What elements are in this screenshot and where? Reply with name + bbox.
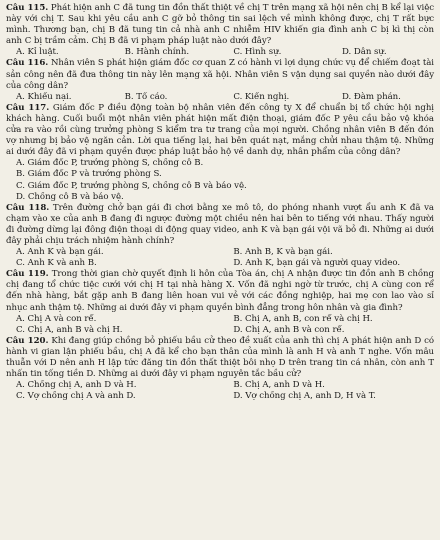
question-number: Câu 117. <box>6 102 50 113</box>
option-c: C. Chị A, anh B và chị H. <box>16 324 123 335</box>
answer-options <box>16 158 434 202</box>
question-118 <box>6 203 434 270</box>
option-d: D. Vợ chồng chị A, anh D, H và T. <box>233 391 376 402</box>
option-a: A. Anh K và bạn gái. <box>16 247 104 258</box>
question-117 <box>6 103 434 203</box>
question-stem <box>6 3 434 47</box>
option-c: C. Anh K và anh B. <box>16 258 97 269</box>
answer-options <box>16 314 434 336</box>
question-text: Phát hiện anh C đã tung tin đồn thất thiệt về chị T trên mạng xã hội nên chị B kể lại việc này với chị T. Sau khi yêu cầu anh C gỡ bỏ thông tin sai lệch về mình không được, chị T rất bực mình. Thương bạn, chị B đã tung tin cả nhà anh C nhiễm HIV khiến gia đình anh C bị kì thị còn anh C bị trầm cảm. Chị B đã vi phạm pháp luật nào dưới đây? <box>6 3 435 47</box>
question-stem <box>6 58 434 91</box>
option-c: C. Vợ chồng chị A và anh D. <box>16 391 136 402</box>
question-stem <box>6 103 434 158</box>
option-b: B. Tố cáo. <box>124 91 168 102</box>
question-number: Câu 115. <box>6 3 49 13</box>
answer-options <box>16 247 434 269</box>
option-b: B. Hành chính. <box>124 47 190 58</box>
option-c: C. Kiến nghị. <box>233 91 290 102</box>
answer-options <box>16 92 434 103</box>
question-116 <box>6 58 434 102</box>
option-b: B. Chị A, anh B, con rể và chị H. <box>233 313 373 324</box>
option-b: B. Anh B, K và bạn gái. <box>233 247 333 258</box>
option-d: D. Đàm phán. <box>342 91 401 102</box>
option-c: C. Hình sự. <box>233 47 282 58</box>
option-d: D. Chồng cô B và bảo vệ. <box>16 191 124 202</box>
question-text: Giám đốc P điều động toàn bộ nhân viên đến công ty X để chuẩn bị tổ chức hội nghị khách hàng. Cuối buổi một nhân viên phát hiện mất điện thoại, giám đốc P yêu cầu bảo vệ khóa cửa ra vào rồi cùng trưởng phòng S kiểm tra tư trang của mọi người. Chồng nhân viên B đến đón vợ nhưng bị bảo vệ ngăn cản. Lời qua tiếng lại, hai bên quát nạt, mắng chửi nhau thậm tệ. Những ai dưới đây đã vi phạm quyền được pháp luật bảo hộ về danh dự, nhân phẩm của công dân? <box>6 102 434 158</box>
option-a: A. Chị A và con rể. <box>16 313 97 324</box>
question-stem <box>6 336 434 380</box>
option-a: A. Chồng chị A, anh D và H. <box>16 380 137 391</box>
question-text: Trong thời gian chờ quyết định li hôn của Tòa án, chị A nhận được tin đồn anh B chồng chị đang tổ chức tiệc cưới với chị H tại nhà hàng X. Vốn đã nghi ngờ từ trước, chị A cùng con rể đến nhà hàng, bắt gặp anh B đang liên hoan vui vẻ với các đồng nghiệp, hai mẹ con lao vào sỉ nhục anh thậm tệ. Những ai dưới đây vi phạm quyền bình đẳng trong hôn nhân và gia đình? <box>6 269 434 313</box>
question-number: Câu 118. <box>6 202 50 213</box>
option-d: D. Chị A, anh B và con rể. <box>233 324 345 335</box>
option-d: D. Anh K, bạn gái và người quay video. <box>233 258 401 269</box>
question-119 <box>6 269 434 336</box>
question-number: Câu 116. <box>6 58 49 69</box>
question-stem <box>6 203 434 247</box>
option-b: B. Chị A, anh D và H. <box>233 380 325 391</box>
question-number: Câu 119. <box>6 269 49 280</box>
option-a: A. Giám đốc P, trưởng phòng S, chồng cô B. <box>16 158 204 169</box>
question-number: Câu 120. <box>6 335 49 346</box>
question-stem <box>6 269 434 313</box>
answer-options <box>16 47 434 58</box>
option-c: C. Giám đốc P, trưởng phòng S, chồng cô B và bảo vệ. <box>16 180 247 191</box>
question-120 <box>6 336 434 403</box>
question-text: Khi đang giúp chồng bỏ phiếu bầu cử theo đề xuất của anh thì chị A phát hiện anh D có hành vi gian lận phiếu bầu, chị A đã kể cho bạn thân của mình là anh H và anh T nghe. Vốn mâu thuẫn với D nên anh H lập tức đăng tin đồn thất thiệt bôi nhọ D trên trang tin cá nhân, còn anh T nhấn tin tống tiền D. Những ai dưới đây vi phạm nguyên tắc bầu cử? <box>6 335 434 380</box>
question-115 <box>6 3 434 58</box>
question-text: Trên đường chở bạn gái đi chơi bằng xe mô tô, do phóng nhanh vượt ẩu anh K đã va chạm vào xe của anh B đang đi ngược đường một chiều nên hai bên to tiếng với nhau. Thấy người đi đường dừng lại đông điện thoại di động quay video, anh K và bạn gái vội vã bỏ đi. Những ai dưới đây phải chịu trách nhiệm hành chính? <box>6 202 434 246</box>
question-text: Nhân viên S phát hiện giám đốc cơ quan Z có hành vi lợi dụng chức vụ để chiếm đoạt tài sản công nên đã đưa thông tin này lên mạng xã hội. Nhân viên S vận dụng sai quyền nào dưới đây của công dân? <box>6 58 435 91</box>
answer-options <box>16 380 434 402</box>
option-a: A. Khiếu nại. <box>16 91 72 102</box>
option-a: A. Kỉ luật. <box>16 47 59 58</box>
option-b: B. Giám đốc P và trưởng phòng S. <box>16 169 162 180</box>
option-d: D. Dân sự. <box>342 47 387 58</box>
